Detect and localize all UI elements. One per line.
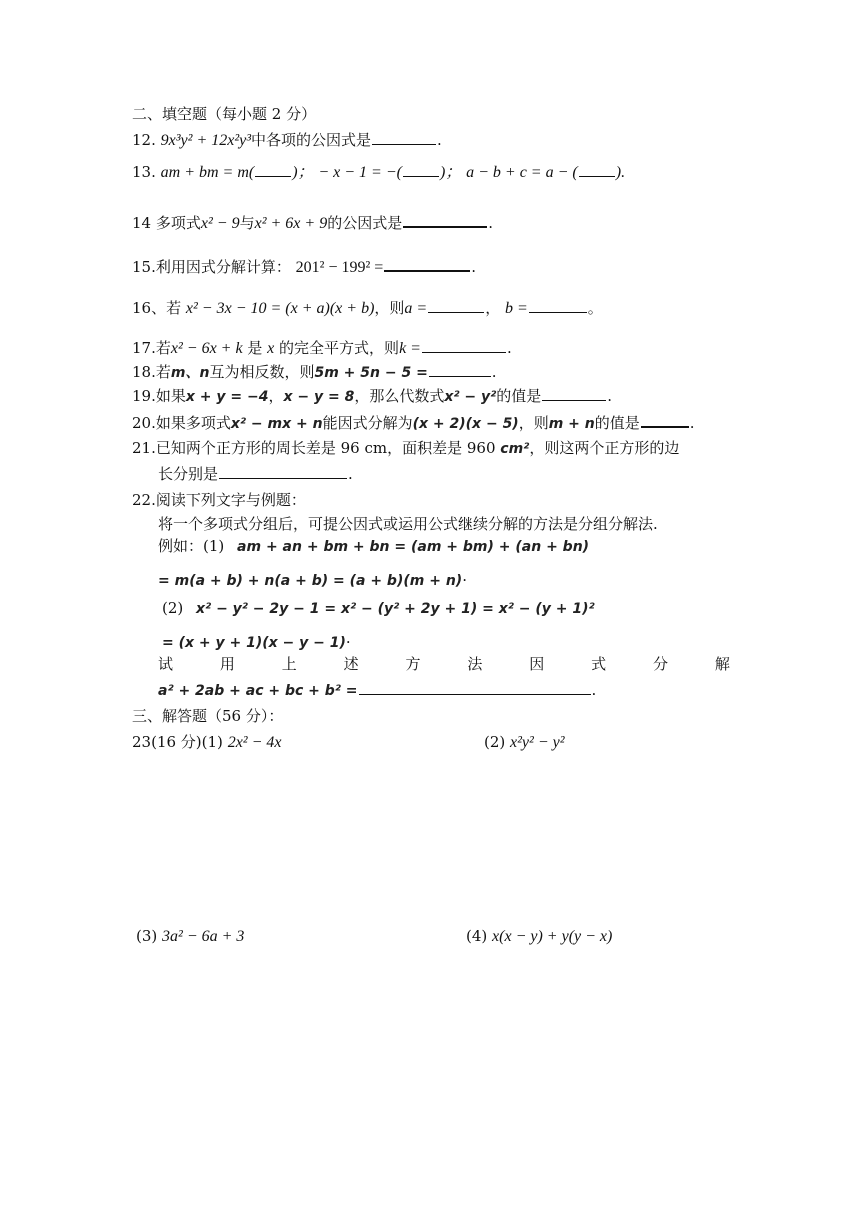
question-18 [132,362,497,383]
q22-try-word: 解 [714,655,730,673]
q14-end: . [488,214,493,232]
q21-answer-blank[interactable] [219,464,347,479]
q22-try-expression-line [158,680,596,701]
q22-example-1-label: 例如：(1) [158,537,225,555]
q23-part-4-label: (4) [466,927,488,945]
question-20 [132,412,695,434]
q22-example-1-expression-1: am + an + bm + bn = (am + bm) + (an + bn) [237,539,590,555]
question-19 [132,386,612,407]
q12-end: . [437,131,442,149]
q14-expression-1: x² − 9 [200,215,240,232]
q18-number: 18. [132,363,156,381]
q22-example-2-dot: · [345,633,351,651]
q20-answer-blank[interactable] [641,412,689,428]
question-22-title [132,490,306,510]
q22-example-1-line-1 [158,536,589,557]
q23-part-1-expression: 2x² − 4x [227,734,282,751]
q20-text-1: 如果多项式 [155,414,231,432]
q18-expression: 5m + 5n − 5 = [314,365,428,381]
q23-part-1-label: (1) [201,733,223,751]
q17-text-1: 若 [155,339,171,357]
q18-end: . [491,363,497,381]
q17-variable: x [267,340,275,357]
q22-try-word: 式 [591,655,607,673]
question-14 [132,212,493,234]
q13-part1: am + bm = m( [160,164,255,181]
q13-blank-1[interactable] [255,162,291,177]
q19-end: . [607,387,613,405]
q22-try-word: 因 [529,655,545,673]
q13-part2-end: )； [439,164,462,181]
q22-example-2-label: (2) [162,599,184,617]
q16-b-blank[interactable] [529,298,587,313]
q17-answer-blank[interactable] [422,338,506,353]
q22-try-word: 方 [405,655,421,673]
q19-expression-1: x + y = −4 [185,389,269,405]
q16-a-label: a = [404,300,428,317]
q22-example-1-expression-2: = m(a + b) + n(a + b) = (a + b)(m + n) [158,573,463,589]
q17-text-3: 的完全平方式，则 [279,339,400,357]
q20-expression-1: x² − mx + n [230,416,323,432]
q22-title: 阅读下列文字与例题： [155,491,306,509]
q15-end: . [471,258,477,276]
question-23-part-3 [136,926,244,947]
q23-part-2-expression: x²y² − y² [510,734,565,751]
q19-expression-3: x² − y² [444,389,497,405]
q16-sep: ， [485,299,501,317]
q21-number: 21. [132,439,156,457]
q15-number: 15. [132,258,156,276]
question-12 [132,130,442,151]
question-23-part-1 [132,732,281,753]
q22-try-word: 法 [467,655,483,673]
q17-expression: x² − 6x + k [170,340,243,357]
q13-blank-3[interactable] [579,162,615,177]
q22-example-2-expression-1: x² − y² − 2y − 1 = x² − (y² + 2y + 1) = x² − (y + 1)² [196,601,595,617]
section-3-title: 三、解答题（56 分）： [132,707,284,725]
q20-text-2: 能因式分解为 [322,414,413,432]
q17-end: . [506,339,512,357]
q16-expression: x² − 3x − 10 = (x + a)(x + b) [185,300,375,317]
question-16 [132,298,603,319]
question-21 [132,438,679,459]
q13-part3-end: ). [615,164,626,181]
q22-try-word: 分 [653,655,669,673]
q23-part-2-label: (2) [484,733,506,751]
q17-text-2: 是 [247,339,263,357]
q21-line1-b: ，则这两个正方形的边 [529,439,680,457]
q23-score: (16 分) [151,733,202,751]
q20-expression-3: m + n [548,416,595,432]
section-2-title: 二、填空题（每小题 2 分） [132,105,317,123]
q22-example-2-line-2 [162,632,351,653]
q22-try-expression: a² + 2ab + ac + bc + b² = [158,683,358,699]
q19-answer-blank[interactable] [542,386,606,401]
q23-number: 23 [132,733,152,751]
q12-text: 中各项的公因式是 [251,131,372,149]
q18-text-1: 若 [155,363,171,381]
q19-expression-2: x − y = 8 [283,389,355,405]
question-21-line-2 [158,464,353,484]
q19-text-2: ，那么代数式 [354,387,445,405]
q20-text-4: 的值是 [594,414,640,432]
q16-end: 。 [587,299,603,317]
q15-text: 利用因式分解计算： [155,258,291,276]
q13-part2: − x − 1 = −( [318,164,402,181]
q23-part-3-expression: 3a² − 6a + 3 [162,928,245,945]
q23-part-3-label: (3) [136,927,158,945]
question-13 [132,162,625,183]
q22-try-end: . [591,681,597,699]
q16-b-label: b = [505,300,528,317]
q14-expression-2: x² + 6x + 9 [254,215,328,232]
q22-description: 将一个多项式分组后，可提公因式或运用公式继续分解的方法是分组分解法. [158,515,658,533]
q22-try-word: 述 [343,655,359,673]
q21-line1-a: 已知两个正方形的周长差是 96 cm，面积差是 960 [155,439,501,457]
q14-text-2: 与 [239,214,255,232]
q22-example-1-dot: · [462,571,467,589]
q22-example-2-line-1 [162,598,595,619]
q20-expression-2: (x + 2)(x − 5) [412,416,519,432]
q15-expression: 201² − 199² = [295,259,384,276]
q21-line2: 长分别是 [158,465,219,483]
q18-text-2: 互为相反数，则 [209,363,315,381]
q22-try-word: 用 [219,655,235,673]
q19-sep: ， [268,387,284,405]
q19-text-3: 的值是 [496,387,542,405]
q18-answer-blank[interactable] [429,362,491,377]
q22-number: 22. [132,491,156,509]
q18-variables: m、n [170,365,210,381]
q15-answer-blank[interactable] [384,256,470,272]
q16-a-blank[interactable] [428,298,484,313]
q13-part1-end: )； [292,164,314,181]
q13-part3: a − b + c = a − ( [466,164,578,181]
q12-answer-blank[interactable] [372,130,436,145]
q16-number: 16、 [132,299,167,317]
question-23-part-2 [484,732,565,753]
q22-try-word: 试 [158,655,174,673]
q19-text-1: 如果 [155,387,186,405]
q12-expression: 9x³y² + 12x²y³ [160,132,252,149]
q22-try-instruction [158,654,730,674]
q17-number: 17. [132,339,156,357]
q13-number: 13. [132,163,156,181]
q16-text-2: ，则 [374,299,405,317]
q22-answer-blank[interactable] [359,680,591,695]
q19-number: 19. [132,387,156,405]
q23-part-4-expression: x(x − y) + y(y − x) [492,928,613,945]
q14-answer-blank[interactable] [403,212,487,228]
question-15 [132,256,476,278]
q12-number: 12. [132,131,156,149]
q20-end: . [689,414,695,432]
q14-number: 14 [132,214,152,232]
q13-blank-2[interactable] [403,162,439,177]
q21-unit: cm² [500,441,530,457]
q22-example-2-expression-2: = (x + y + 1)(x − y − 1) [162,635,346,651]
q17-k-label: k = [399,340,421,357]
q20-text-3: ，则 [518,414,549,432]
q21-end: . [348,465,353,483]
q14-text-3: 的公因式是 [327,214,403,232]
q16-text-1: 若 [166,299,182,317]
q22-example-1-line-2 [158,570,467,591]
q14-text-1: 多项式 [155,214,201,232]
question-23-part-4 [466,926,612,947]
q20-number: 20. [132,414,156,432]
q22-try-word: 上 [281,655,297,673]
question-17 [132,338,512,359]
